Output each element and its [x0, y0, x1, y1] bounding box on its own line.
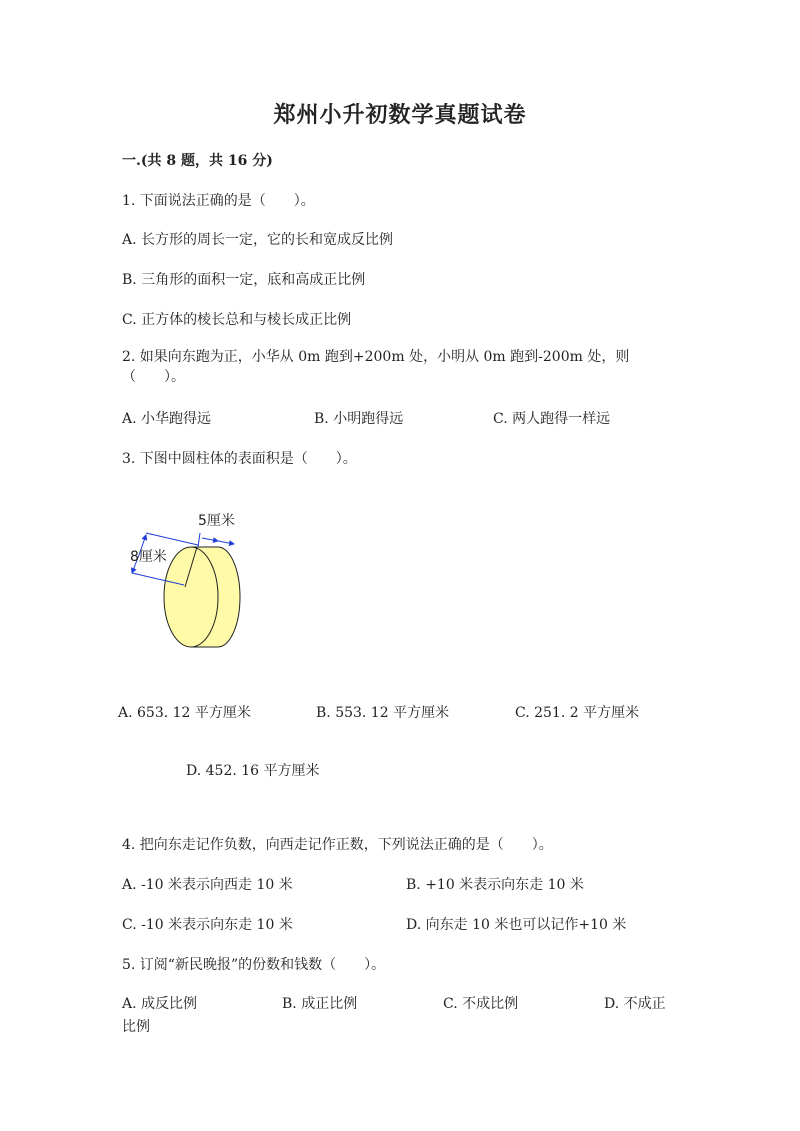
question-2-option-c: C. 两人跑得一样远 — [493, 411, 611, 427]
question-3-option-d: D. 452. 16 平方厘米 — [186, 763, 320, 779]
question-4-option-c: C. -10 米表示向东走 10 米 — [122, 917, 293, 933]
question-2-option-a: A. 小华跑得远 — [122, 411, 212, 427]
question-3-option-b: B. 553. 12 平方厘米 — [316, 705, 450, 721]
question-2-stem-line1: 2. 如果向东跑为正，小华从 0m 跑到+200m 处，小明从 0m 跑到-200m 处，则 — [122, 349, 630, 365]
question-2-stem-line2: （ ）。 — [122, 369, 185, 385]
question-3-stem: 3. 下图中圆柱体的表面积是（ ）。 — [122, 451, 357, 467]
question-4-option-a: A. -10 米表示向西走 10 米 — [122, 877, 293, 893]
section-heading: 一.(共 8 题，共 16 分) — [122, 153, 273, 169]
radius-arrow — [202, 538, 218, 541]
radius-label: 5厘米 — [198, 513, 235, 529]
question-4-option-b: B. +10 米表示向东走 10 米 — [406, 877, 584, 893]
cylinder-front-face — [164, 547, 218, 647]
page-title: 郑州小升初数学真题试卷 — [273, 102, 527, 128]
cylinder-figure — [118, 505, 253, 655]
question-5-option-d: D. 不成正 — [604, 996, 666, 1012]
question-1-stem: 1. 下面说法正确的是（ ）。 — [122, 193, 315, 209]
question-4-stem: 4. 把向东走记作负数，向西走记作正数，下列说法正确的是（ ）。 — [122, 837, 553, 853]
question-4-option-d: D. 向东走 10 米也可以记作+10 米 — [406, 917, 627, 933]
question-3-option-a: A. 653. 12 平方厘米 — [118, 705, 251, 721]
question-5-stem: 5. 订阅“新民晚报”的份数和钱数（ ）。 — [122, 957, 386, 973]
question-5-option-d-continued: 比例 — [122, 1019, 150, 1035]
question-3-option-c: C. 251. 2 平方厘米 — [515, 705, 640, 721]
question-5-option-c: C. 不成比例 — [443, 996, 519, 1012]
question-1-option-a: A. 长方形的周长一定，它的长和宽成反比例 — [122, 232, 394, 248]
question-5-option-a: A. 成反比例 — [122, 996, 198, 1012]
question-1-option-c: C. 正方体的棱长总和与棱长成正比例 — [122, 312, 352, 328]
question-2-option-b: B. 小明跑得远 — [314, 411, 404, 427]
height-label: 8厘米 — [130, 549, 167, 565]
question-5-option-b: B. 成正比例 — [282, 996, 358, 1012]
question-1-option-b: B. 三角形的面积一定，底和高成正比例 — [122, 272, 366, 288]
